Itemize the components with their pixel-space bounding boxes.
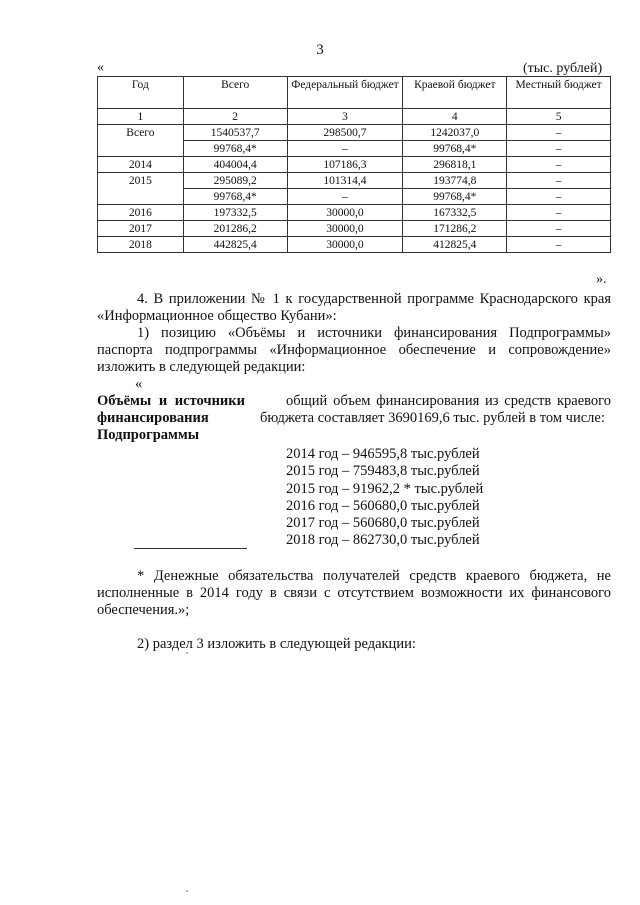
table-cell: 442825,4 [183,237,287,253]
table-cell: – [507,157,611,173]
table-cell: 101314,4 [287,173,403,189]
table-cell: – [507,221,611,237]
table-cell: – [507,237,611,253]
table-cell: Всего [98,125,184,141]
scan-speck [186,890,188,892]
table-cell [98,141,184,157]
table-row [98,157,611,173]
table-cell: 99768,4* [403,141,507,157]
year-line: 2017 год – 560680,0 тыс.рублей [286,515,480,532]
table-row [98,125,611,141]
table-cell: 99768,4* [403,189,507,205]
year-line: 2015 год – 91962,2 * тыс.рублей [286,480,484,497]
table-cell: 171286,2 [403,221,507,237]
table-cell: – [507,173,611,189]
paragraph-item-2: 2) раздел 3 изложить в следующей редакции: [137,636,416,652]
table-cell: – [507,141,611,157]
year-list [286,446,483,550]
table-cell: 2017 [98,221,184,237]
footnote-divider [134,548,247,549]
footnote: * Денежные обязательства получателей средств краевого бюджета, не исполненные в 2014 году в связи с отсутствием возможности их финансового обеспечения.»; [97,568,611,618]
table-header-row [98,77,611,109]
header-cell: Краевой бюджет [403,77,507,109]
colnum-cell: 4 [403,109,507,125]
position-description: общий объем финансирования из средств краевого бюджета составляет 3690169,6 тыс. рублей в том числе: [260,393,611,426]
table-cell: 1242037,0 [403,125,507,141]
table-cell: – [287,189,403,205]
year-line: 2018 год – 862730,0 тыс.рублей [286,532,480,549]
page-number: 3 [316,42,324,58]
table-cell: 2015 [98,173,184,189]
financing-table [97,76,611,253]
table-cell: 30000,0 [287,237,403,253]
table-cell: – [507,189,611,205]
table-cell: 1540537,7 [183,125,287,141]
table-cell: 295089,2 [183,173,287,189]
table-cell: 30000,0 [287,205,403,221]
table-cell: 99768,4* [183,189,287,205]
table-cell: 298500,7 [287,125,403,141]
table-cell: 404004,4 [183,157,287,173]
table-cell: – [507,125,611,141]
header-cell: Год [98,77,184,109]
table-cell: 30000,0 [287,221,403,237]
table-cell [98,189,184,205]
year-line: 2016 год – 560680,0 тыс.рублей [286,497,480,514]
table-cell: 2016 [98,205,184,221]
position-label: Объёмы и источники финансирования Подпрограммы [97,393,245,443]
year-line: 2015 год – 759483,8 тыс.рублей [286,463,480,480]
table-close-quote: ». [596,272,607,287]
paragraph-4: 4. В приложении № 1 к государственной программе Краснодарского края «Информационное общество Кубани»: [97,291,611,324]
table-cell: 296818,1 [403,157,507,173]
table-row [98,221,611,237]
table-row [98,141,611,157]
table-row [98,173,611,189]
header-cell: Всего [183,77,287,109]
colnum-cell: 1 [98,109,184,125]
scan-speck [186,652,188,654]
table-cell: 2018 [98,237,184,253]
table-row [98,205,611,221]
header-cell: Федеральный бюджет [287,77,403,109]
colnum-cell: 5 [507,109,611,125]
table-cell: 197332,5 [183,205,287,221]
table-cell: 201286,2 [183,221,287,237]
paragraph-item-1: 1) позицию «Объёмы и источники финансирования Подпрограммы» паспорта подпрограммы «Информационное обеспечение и сопровождение» изложить в следующей редакции: [97,325,611,375]
table-cell: 99768,4* [183,141,287,157]
table-units-label: (тыс. рублей) [523,61,603,76]
table-cell: 2014 [98,157,184,173]
table-colnum-row [98,109,611,125]
colnum-cell: 3 [287,109,403,125]
year-line: 2014 год – 946595,8 тыс.рублей [286,446,480,462]
table-row [98,189,611,205]
table-row [98,237,611,253]
open-quote: « [135,376,143,392]
colnum-cell: 2 [183,109,287,125]
table-cell: – [287,141,403,157]
table-cell: 412825,4 [403,237,507,253]
table-cell: 193774,8 [403,173,507,189]
header-cell: Местный бюджет [507,77,611,109]
table-cell: 107186,3 [287,157,403,173]
table-cell: – [507,205,611,221]
table-cell: 167332,5 [403,205,507,221]
table-open-quote: « [97,60,104,75]
